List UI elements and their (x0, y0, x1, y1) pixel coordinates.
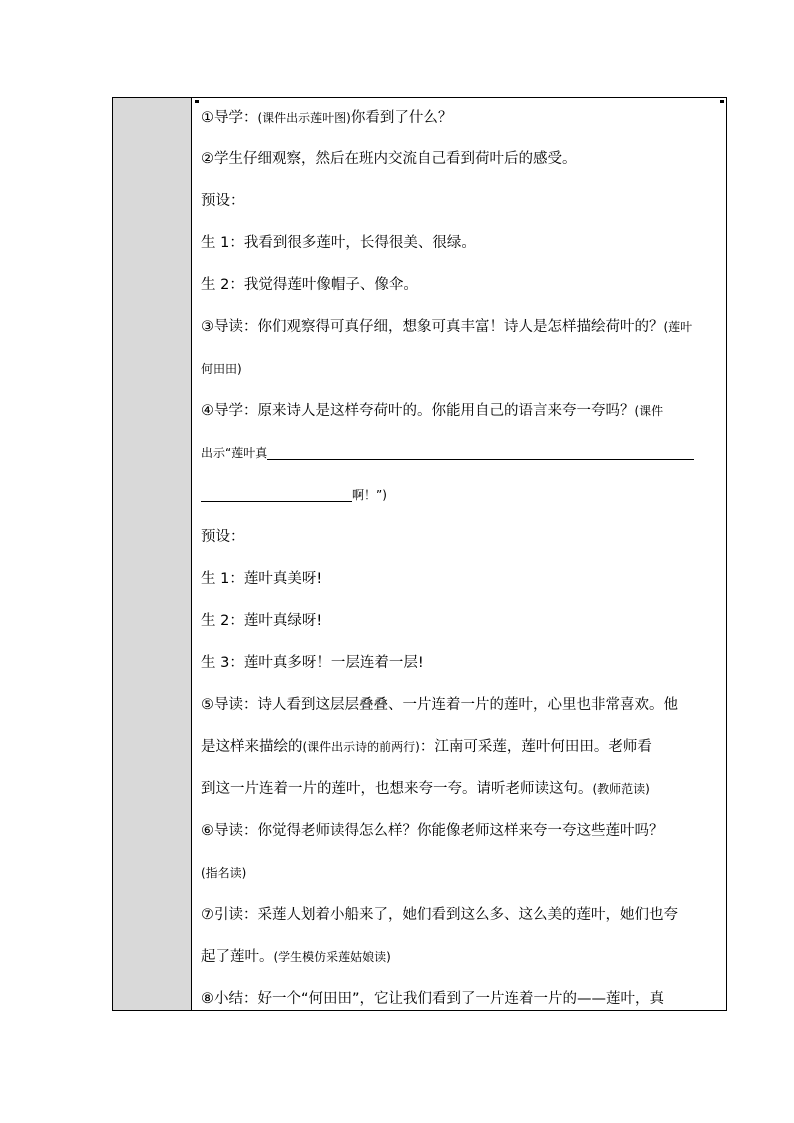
line-13: 生 2：莲叶真绿呀! (201, 613, 323, 629)
line-6: ③导读：你们观察得可真仔细，想象可真丰富！诗人是怎样描绘荷叶的？(莲叶 (201, 319, 693, 335)
line-2: ②学生仔细观察，然后在班内交流自己看到荷叶后的感受。 (201, 151, 577, 167)
line-11: 预设： (201, 529, 245, 545)
line-17: 到这一片连着一片的莲叶，也想来夸一夸。请听老师读这句。(教师范读) (201, 781, 650, 797)
line-7: 何田田) (201, 362, 242, 376)
line-19: (指名读) (201, 866, 247, 880)
line-12: 生 1：莲叶真美呀! (201, 571, 323, 587)
fill-in-blank-line-1 (267, 445, 694, 460)
line-3: 预设： (201, 193, 245, 209)
lesson-table (112, 97, 727, 1011)
line-14: 生 3：莲叶真多呀！一层连着一层! (201, 655, 424, 671)
fill-in-blank-line-2 (201, 487, 352, 502)
line-8: ④导学：原来诗人是这样夸荷叶的。你能用自己的语言来夸一夸吗？(课件 (201, 403, 664, 419)
line-1: ①导学：(课件出示莲叶图)你看到了什么？ (201, 110, 453, 126)
line-21: 起了莲叶。(学生模仿采莲姑娘读) (201, 949, 391, 965)
line-16: 是这样来描绘的(课件出示诗的前两行)：江南可采莲，莲叶何田田。老师看 (201, 739, 652, 755)
line-18: ⑥导读：你觉得老师读得怎么样？你能像老师这样来夸一夸这些莲叶吗？ (201, 823, 664, 839)
content-cell (193, 98, 726, 1010)
line-10: 啊！”) (201, 485, 722, 505)
line-4: 生 1：我看到很多莲叶，长得很美、很绿。 (201, 235, 476, 251)
line-20: ⑦引读：采莲人划着小船来了，她们看到这么多、这么美的莲叶，她们也夸 (201, 907, 678, 923)
line-22: ⑧小结：好一个“何田田”，它让我们看到了一片连着一片的——莲叶，真 (201, 991, 665, 1007)
corner-mark-left (195, 100, 199, 103)
side-column-cell (113, 98, 192, 1010)
line-15: ⑤导读：诗人看到这层层叠叠、一片连着一片的莲叶，心里也非常喜欢。他 (201, 697, 678, 713)
corner-mark-right (720, 100, 724, 103)
line-5: 生 2：我觉得莲叶像帽子、像伞。 (201, 277, 418, 293)
line-9: 出示“莲叶真 (201, 443, 722, 463)
